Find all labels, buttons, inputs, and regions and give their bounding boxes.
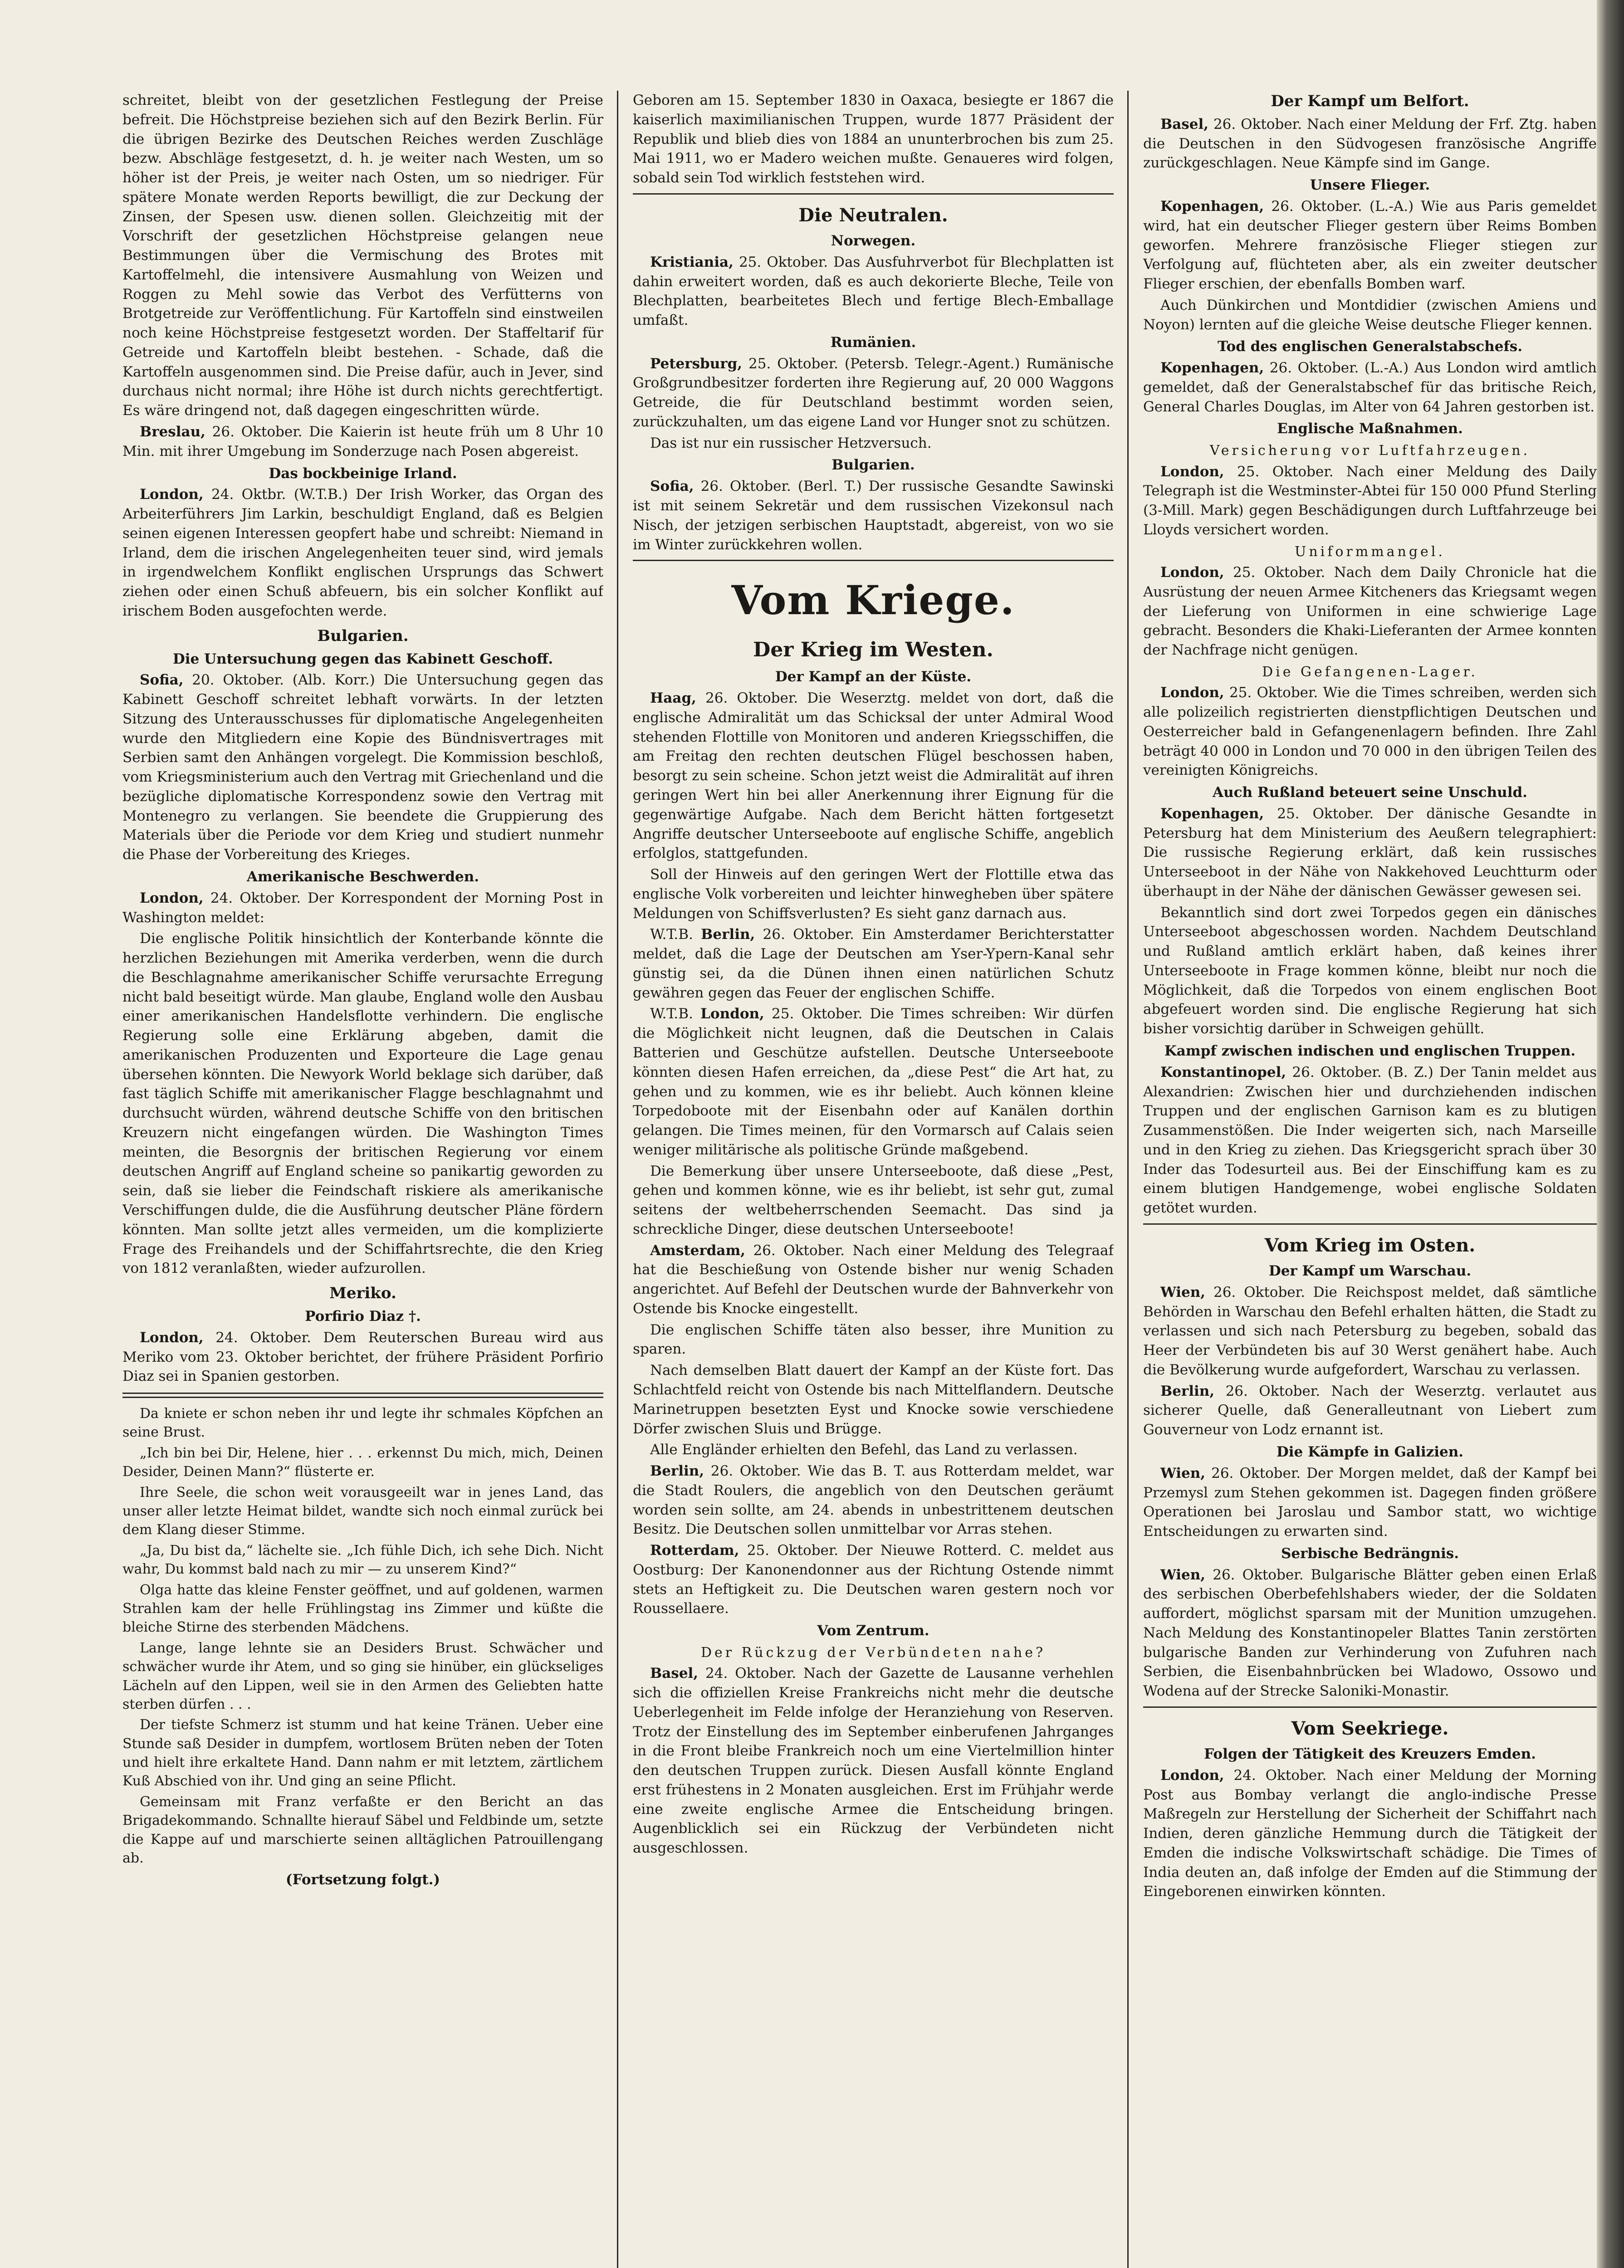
article-heading: Folgen der Tätigkeit des Kreuzers Emden.	[1204, 1746, 1536, 1763]
dateline-place: London,	[1160, 463, 1224, 480]
article-paragraph	[633, 1461, 1114, 1539]
article-paragraph	[122, 422, 603, 461]
story-paragraph: Lange, lange lehnte sie an Desiders Brust. Schwächer und schwächer wurde ihr Atem, und so ging sie hinüber, ein glückseliges Lächeln auf den Lippen, weil sie in den Armen des Geliebten hatte sterben dürfen . . .	[122, 1640, 603, 1712]
article-paragraph: Geboren am 15. September 1830 in Oaxaca, besiegte er 1867 die kaiserlich maximilianischen Truppen, wurde 1877 Präsident der Republik und blieb dies von 1884 an ununterbrochen bis zum 25. Mai 1911, wo er Madero weichen mußte. Genaueres wird folgen, sobald sein Tod wirklich feststehen wird.	[633, 92, 1114, 186]
feuilleton-divider	[122, 1393, 603, 1398]
article-paragraph	[633, 1241, 1114, 1319]
article-heading: Der Kampf um Belfort.	[1271, 92, 1469, 110]
article-heading: Norwegen.	[831, 233, 916, 249]
article-paragraph	[633, 354, 1114, 432]
dateline-text: 25. Oktober. Nach dem Daily Chronicle hat die Ausrüstung der neuen Armee Kitcheners das Kriegsamt wegen der Lieferung von Uniformen in eine schwierige Lage gebracht. Besonders die Khaki-Lieferanten der Armee konnten der Nachfrage nicht genügen.	[1143, 564, 1597, 659]
divider	[1143, 1706, 1597, 1708]
article-heading: Amerikanische Beschwerden.	[246, 869, 479, 885]
article-heading: Kampf zwischen indischen und englischen Truppen.	[1164, 1043, 1576, 1059]
feuilleton-story	[122, 1404, 603, 1890]
article-paragraph	[633, 689, 1114, 863]
dateline-place: Berlin,	[701, 926, 755, 943]
dateline-text: 26. Oktober. Die Reichspost meldet, daß sämtliche Behörden in Warschau den Befehl erhalten hätten, die Stadt zu verlassen und sich nach Petersburg zu begeben, sobald das Heer der Verbündeten bis auf 30 Werst genähert habe. Auch die Bevölkerung wurde aufgefordert, Warschau zu verlassen.	[1143, 1284, 1597, 1378]
article-heading: Die Kämpfe in Galizien.	[1276, 1443, 1464, 1460]
article-paragraph	[1143, 1063, 1597, 1218]
dateline-text: 26. Oktober. (Berl. T.) Der russische Gesandte Sawinski ist mit seinem Sekretär und dem russischen Vizekonsul nach Nisch, der jetzigen serbischen Hauptstadt, abgereist, von wo sie im Winter zurückkehren wollen.	[633, 478, 1114, 553]
article-paragraph	[1143, 462, 1597, 540]
dateline-place: Wien,	[1160, 1284, 1206, 1300]
dateline-text: 26. Oktober. Die Weserztg. meldet von dort, daß die englische Admiralität um das Schicksal der unter Admiral Wood stehenden Flottille von Monitoren und anderen Kriegsschiffen, die am Freitag den rechten deutschen Flügel beschossen haben, besorgt zu sein scheine. Schon jetzt weist die Admiralität auf ihren geringen Wert hin bei aller Anerkennung ihrer Eignung für die gegenwärtige Aufgabe. Nach dem Bericht hätten fortgesetzt Angriffe deutscher Unterseeboote auf englische Schiffe, angeblich erfolglos, stattgefunden.	[633, 690, 1114, 862]
dateline-place: London,	[140, 890, 204, 906]
dateline-text: 26. Oktober. Bulgarische Blätter geben einen Erlaß des serbischen Oberbefehlshabers wieder, der die Soldaten auffordert, möglichst sparsam mit der Munition umzugehen. Nach Meldung des Konstantinopeler Blattes Tanin zerstörten bulgarische Banden zur Verhinderung von Zufuhren nach Serbien, die Eisenbahnbrücken bei Wladowo, Ossowo und Wodena auf der Strecke Saloniki-Monastir.	[1143, 1566, 1597, 1700]
article-paragraph	[1143, 1565, 1597, 1701]
article-heading: Rumänien.	[830, 334, 916, 351]
dateline-text: 26. Oktober. Ein Amsterdamer Berichterstatter meldet, daß die Lage der Deutschen am Yser-Ypern-Kanal sehr günstig sei, da die Dünen ihnen einen natürlichen Schutz gewähren gegen das Feuer der englischen Schiffe.	[633, 926, 1114, 1001]
article-paragraph	[122, 889, 603, 928]
book-binding-edge	[1597, 0, 1624, 2268]
story-paragraph: Da kniete er schon neben ihr und legte ihr schmales Köpfchen an seine Brust.	[122, 1406, 603, 1441]
dateline-text: 25. Oktober. (Petersb. Telegr.-Agent.) Rumänische Großgrundbesitzer forderten ihre Regierung auf, 20 000 Waggons Getreide, die für Deutschland bestimmt worden seien, zurückzuhalten, um das eigene Land vor Hunger snot zu schützen.	[633, 355, 1114, 430]
dateline-text: 20. Oktober. (Alb. Korr.) Die Untersuchung gegen das Kabinett Geschoff schreitet lebhaft vorwärts. In der letzten Sitzung des Unterausschusses für diplomatische Angelegenheiten wurde den Mitgliedern eine Kopie des Bündnisvertrages mit Serbien samt den Anhängen vorgelegt. Die Kommission beschloß, vom Kriegsministerium auch den Vertrag mit Griechenland und die bezügliche diplomatische Korrespondenz sowie den Vertrag mit Montenegro zu verlangen. Sie beendete die Gruppierung des Materials über die Periode vor dem Krieg und studiert nunmehr die Phase der Vorbereitung des Krieges.	[122, 672, 603, 863]
story-paragraph: Olga hatte das kleine Fenster geöffnet, und auf goldenen, warmen Strahlen kam der helle Frühlingstag ins Zimmer und küßte die bleiche Stirne des sterbenden Mädchens.	[122, 1582, 603, 1636]
dateline-text: 24. Oktbr. (W.T.B.) Der Irish Worker, das Organ des Arbeiterführers Jim Larkin, beschuldigt England, daß es Belgien seinen eigenen Interessen geopfert habe und schreibt: Niemand in Irland, dem die irischen Angelegenheiten teuer sind, wird jemals in irgendwelchem Konflikt englischen Ursprungs das Schwert ziehen oder einen Schuß abfeuern, bis ein solcher Konflikt auf irischem Boden ausgefochten werde.	[122, 486, 603, 619]
article-paragraph	[1143, 563, 1597, 660]
article-heading: Vom Zentrum.	[817, 1623, 929, 1639]
article-paragraph: Auch Dünkirchen und Montdidier (zwischen Amiens und Noyon) lernten auf die gleiche Weise deutsche Flieger kennen.	[1143, 297, 1597, 333]
column-rule	[617, 91, 618, 2268]
dateline-text: 26. Oktober. Wie das B. T. aus Rotterdam meldet, war die Stadt Roulers, die angeblich von den Deutschen geräumt worden sein sollte, am 24. abends in unbestrittenem deutschen Besitz. Die Deutschen sollen unmittelbar vor Arras stehen.	[633, 1463, 1114, 1538]
article-paragraph	[1143, 1464, 1597, 1541]
dateline-text: 26. Oktober. Der Morgen meldet, daß der Kampf bei Przemysl zum Stehen gekommen ist. Dagegen finden größere Operationen bei Jaroslau und Sambor statt, wo wichtige Entscheidungen zu erwarten sind.	[1143, 1465, 1597, 1540]
article-paragraph: Soll der Hinweis auf den geringen Wert der Flottille etwa das englische Volk vorbereiten und leichter hinwegheben über spätere Meldungen von Schiffsverlusten? Es sieht ganz darnach aus.	[633, 866, 1114, 922]
dateline-place: Basel,	[650, 1665, 699, 1682]
article-paragraph	[633, 1004, 1114, 1159]
story-paragraph: Ihre Seele, die schon weit vorausgeeilt war in jenes Land, das unser aller letzte Heimat bildet, wandte sich noch einmal zurück bei dem Klang dieser Stimme.	[122, 1484, 603, 1538]
column-left	[122, 91, 603, 2268]
article-heading: Das bockbeinige Irland.	[269, 465, 457, 482]
article-heading: Bulgarien.	[832, 457, 915, 474]
article-heading: Tod des englischen Generalstabschefs.	[1217, 338, 1523, 355]
article-paragraph: Die englische Politik hinsichtlich der Konterbande könnte die herzlichen Beziehungen mit Amerika verderben, wenn die durch die Beschlagnahme amerikanischer Schiffe verursachte Erregung nicht bald beseitigt würde. Man glaube, England wolle den Ausbau einer amerikanischen Handelsflotte verhindern. Die englische Regierung solle eine Erklärung abgeben, damit die amerikanischen Produzenten und Exporteure die Lage genau übersehen könnten. Die Newyork World beklage sich darüber, daß fast täglich Schiffe mit amerikanischer Flagge beschlagnahmt und durchsucht würden, während deutsche Schiffe von den britischen Kreuzern nicht eingefangen würden. Die Washington Times meinten, die Besorgnis der britischen Regierung vor einem deutschen Angriff auf England scheine so panikartig geworden zu sein, daß sie lieber die Feindschaft riskiere als amerikanische Verschiffungen dulde, die die Ausführung deutscher Pläne fördern könnten. Man sollte jetzt alles vermeiden, um die komplizierte Frage des Freihandels und der Schiffahrtsrechte, die den Krieg von 1812 veranlaßten, wieder aufzurollen.	[122, 930, 603, 1277]
dateline-place: Sofia,	[140, 672, 184, 689]
section-heading: Meriko.	[329, 1284, 396, 1303]
article-heading: Die Untersuchung gegen das Kabinett Geschoff.	[172, 650, 553, 667]
dateline-place: London,	[700, 1006, 764, 1022]
dateline-text: 26. Oktober. Nach einer Meldung des Telegraaf hat die Beschießung von Ostende bisher nur wenig Schaden angerichtet. Auf Befehl der Deutschen wurde der Bahnverkehr von Ostende bis Knocke eingestellt.	[633, 1242, 1114, 1317]
dateline-place: Wien,	[1160, 1566, 1206, 1583]
column-rule	[1127, 91, 1129, 2268]
dateline-text: 25. Oktober. Das Ausfuhrverbot für Blechplatten ist dahin erweitert worden, daß es auch dekorierte Bleche, Teile von Blechplatten, bearbeitetes Blech und fertige Blech-Emballage umfaßt.	[633, 254, 1114, 329]
dateline-text: 26. Oktober. (B. Z.) Der Tanin meldet aus Alexandrien: Zwischen hier und durchziehenden indischen Truppen und der englischen Garnison kam es zu blutigen Zusammenstößen. Die Inder weigerten sich, nach Marseille und in den Krieg zu ziehen. Das Kriegsgericht sprach über 30 Inder das Todesurteil aus. Bei der Einschiffung kam es zu einem blutigen Handgemenge, wobei englische Soldaten getötet wurden.	[1143, 1064, 1597, 1217]
dateline-text: 25. Oktober. Wie die Times schreiben, werden sich alle polizeilich registrierten dienstpflichtigen Deutschen und Oesterreicher bald in Gefangenenlagern befinden. Ihre Zahl beträgt 40 000 in London und 70 000 in den übrigen Teilen des vereinigten Königreichs.	[1143, 684, 1597, 779]
article-paragraph	[1143, 115, 1597, 173]
article-heading: Porfirio Diaz †.	[305, 1308, 421, 1325]
dateline-place: Haag,	[650, 690, 696, 707]
agency-tag: W.T.B.	[650, 926, 693, 943]
section-heading: Vom Seekriege.	[1291, 1717, 1449, 1739]
story-paragraph: Gemeinsam mit Franz verfaßte er den Bericht an das Brigadekommando. Schnallte hierauf Säbel und Feldbinde um, setzte die Kappe auf und marschierte seinen alltäglichen Patrouillengang ab.	[122, 1794, 603, 1867]
dateline-place: Petersburg,	[650, 355, 743, 372]
article-paragraph	[633, 477, 1114, 554]
divider	[633, 193, 1114, 195]
dateline-text: 24. Oktober. Dem Reuterschen Bureau wird aus Meriko vom 23. Oktober berichtet, der frühere Präsident Porfirio Diaz sei in Spanien gestorben.	[122, 1329, 603, 1385]
agency-tag: W.T.B.	[650, 1006, 693, 1022]
dateline-text: 24. Oktober. Nach der Gazette de Lausanne verhehlen sich die offiziellen Kreise Frankreichs nicht mehr die deutsche Ueberlegenheit im Felde infolge der Heranziehung von Reserven. Trotz der Einstellung des im September einberufenen Jahrganges in die Front bleibe Frankreich noch um eine Viertelmillion hinter den deutschen Truppen zurück. Diesen Ausfall könnte England erst frühestens in 2 Monaten ausgleichen. Erst im Frühjahr werde eine zweite englische Armee die Entscheidung bringen. Augenblicklich sei ein Rückzug der Verbündeten nicht ausgeschlossen.	[633, 1665, 1114, 1857]
dateline-place: Kopenhagen,	[1160, 198, 1264, 215]
article-subheading: Uniformmangel.	[1295, 543, 1445, 560]
dateline-place: Rotterdam,	[650, 1542, 739, 1559]
article-heading: Der Kampf um Warschau.	[1268, 1263, 1472, 1280]
dateline-text: 26. Oktober. Nach einer Meldung der Frf. Ztg. haben die Deutschen in den Südvogesen französische Angriffe zurückgeschlagen. Neue Kämpfe sind im Gange.	[1143, 116, 1597, 171]
article-paragraph	[1143, 683, 1597, 780]
dateline-text: 25. Oktober. Der dänische Gesandte in Petersburg hat dem Ministerium des Aeußern telegraphiert: Die russische Regierung erklärt, daß kein russisches Unterseeboot in der Nähe von Nakkehoved Leuchtturm oder überhaupt in der Nähe der dänischen Gewässer gewesen sei.	[1143, 805, 1597, 899]
divider	[1143, 1223, 1597, 1225]
article-paragraph: Alle Engländer erhielten den Befehl, das Land zu verlassen.	[650, 1442, 1078, 1458]
divider	[633, 560, 1114, 561]
section-heading: Die Neutralen.	[798, 204, 948, 226]
dateline-text: 25. Oktober. Die Times schreiben: Wir dürfen die Möglichkeit nicht leugnen, daß die Deutschen in Calais Batterien und Geschütze aufstellen. Deutsche Unterseeboote könnten diesen Hafen erreichen, da „diese Pest“ die Art hat, zu gehen und zu kommen, wie es ihr beliebt. Auch können kleine Torpedoboote mit der Eisenbahn oder auf Kanälen dorthin gelangen. Die Times meinen, für den Vormarsch auf Calais seien weniger militärische als politische Gründe maßgebend.	[633, 1006, 1114, 1158]
article-subheading: Versicherung vor Luftfahrzeugen.	[1209, 443, 1531, 459]
article-paragraph	[1143, 1766, 1597, 1901]
dateline-place: Kristiania,	[650, 254, 734, 270]
dateline-text: 25. Oktober. Der Nieuwe Rotterd. C. meldet aus Oostburg: Der Kanonendonner aus der Richtung Ostende nimmt stets an Heftigkeit zu. Die Deutschen waren gestern noch vor Roussellaere.	[633, 1542, 1114, 1617]
dateline-place: London,	[140, 1329, 204, 1346]
dateline-text: 26. Oktober. Nach der Weserztg. verlautet aus sicherer Quelle, daß Generalleutnant von Liebert zum Gouverneur von Lodz ernannt ist.	[1143, 1383, 1597, 1438]
column-right	[1143, 91, 1597, 2268]
article-paragraph: Nach demselben Blatt dauert der Kampf an der Küste fort. Das Schlachtfeld reicht von Ostende bis nach Mittelflandern. Deutsche Marinetruppen besetzten Eyst und Knocke sowie verschiedene Dörfer zwischen Sluis und Brügge.	[633, 1362, 1114, 1437]
article-paragraph	[122, 485, 603, 621]
section-heading: Der Krieg im Westen.	[753, 638, 993, 661]
article-heading: Der Kampf an der Küste.	[775, 669, 972, 685]
dateline-place: Berlin,	[650, 1463, 704, 1480]
article-paragraph	[1143, 197, 1597, 294]
section-heading: Vom Krieg im Osten.	[1264, 1234, 1476, 1256]
dateline-place: Breslau,	[140, 424, 205, 440]
article-heading: Unsere Flieger.	[1310, 177, 1430, 194]
article-paragraph	[1143, 358, 1597, 416]
dateline-place: Kopenhagen,	[1160, 805, 1264, 822]
article-subheading: Die Gefangenen-Lager.	[1262, 664, 1478, 680]
dateline-place: Kopenhagen,	[1160, 360, 1264, 376]
dateline-place: London,	[1160, 1767, 1224, 1784]
article-paragraph	[122, 1328, 603, 1386]
article-paragraph: schreitet, bleibt von der gesetzlichen Festlegung der Preise befreit. Die Höchstpreise beziehen sich auf den Bezirk Berlin. Für die übrigen Bezirke des Deutschen Reiches werden Zuschläge bezw. Abschläge festgesetzt, d. h. je weiter nach Westen, um so höher ist der Preis, je weiter nach Osten, um so niedriger. Für spätere Monate werden Reports bewilligt, die zur Deckung der Zinsen, der Spesen usw. dienen sollen. Gleichzeitig mit der Vorschrift der gesetzlichen Höchstpreise gelangen neue Bestimmungen über die Vermischung des Brotes mit Kartoffelmehl, die intensivere Ausmahlung von Weizen und Roggen zu Mehl sowie das Verbot des Verfütterns von Brotgetreide zur Veröffentlichung. Für Kartoffeln sind einstweilen noch keine Höchstpreise festgesetzt worden. Der Staffeltarif für Getreide und Kartoffeln bleibt bestehen. - Schade, daß die Kartoffeln ausgenommen sind. Die Preise dafür, auch in Jever, sind durchaus nicht normal; ihre Höhe ist durch nichts gerechtfertigt. Es wäre dringend not, daß dagegen eingeschritten würde.	[122, 92, 603, 419]
article-paragraph	[1143, 804, 1597, 901]
story-paragraph: Der tiefste Schmerz ist stumm und hat keine Tränen. Ueber eine Stunde saß Desider in dumpfem, wortlosem Brüten neben der Toten und hielt ihre erkaltete Hand. Dann nahm er mit letztem, zärtlichem Kuß Abschied von ihr. Und ging an seine Pflicht.	[122, 1717, 603, 1789]
dateline-place: London,	[140, 486, 204, 503]
story-paragraph: „Ich bin bei Dir, Helene, hier . . . erkennst Du mich, mich, Deinen Desider, Deinen Mann?“ flüsterte er.	[122, 1445, 603, 1480]
article-paragraph: Bekanntlich sind dort zwei Torpedos gegen ein dänisches Unterseeboot abgeschossen worden. Nachdem Deutschland und Rußland amtlich erklärt haben, daß keines ihrer Unterseeboote in Frage kommen könne, bleibt nur noch die Möglichkeit, daß die Torpedos von einem englischen Boot abgefeuert worden sind. Die englische Regierung hat sich bisher vorsichtig darüber in Schweigen gehüllt.	[1143, 904, 1597, 1037]
dateline-place: Konstantinopel,	[1160, 1064, 1286, 1080]
dateline-place: Sofia,	[650, 478, 694, 495]
dateline-place: Basel,	[1160, 116, 1209, 132]
dateline-text: 26. Oktober. (L.-A.) Aus London wird amtlich gemeldet, daß der Generalstabschef für das britische Reich, General Charles Douglas, im Alter von 64 Jahren gestorben ist.	[1143, 360, 1597, 415]
article-heading: Englische Maßnahmen.	[1277, 420, 1463, 437]
dateline-place: London,	[1160, 564, 1224, 581]
article-paragraph	[633, 253, 1114, 330]
continuation-note: (Fortsetzung folgt.)	[285, 1872, 440, 1888]
column-middle	[633, 91, 1114, 2268]
article-paragraph	[633, 1541, 1114, 1618]
dateline-place: Amsterdam,	[650, 1242, 746, 1259]
article-heading: Serbische Bedrängnis.	[1281, 1545, 1459, 1562]
dateline-text: 26. Oktober. (L.-A.) Wie aus Paris gemeldet wird, hat ein deutscher Flieger gestern über Reims Bomben geworfen. Mehrere französische Flieger stiegen zur Verfolgung auf, flüchteten aber, als ein zweiter deutscher Flieger erschien, der ebenfalls Bomben warf.	[1143, 198, 1597, 293]
article-paragraph	[1143, 1382, 1597, 1440]
article-subheading: Der Rückzug der Verbündeten nahe?	[700, 1644, 1046, 1661]
dateline-place: Berlin,	[1160, 1383, 1215, 1399]
article-paragraph	[633, 925, 1114, 1002]
section-heading: Bulgarien.	[317, 626, 409, 645]
page-section-title: Vom Kriege.	[731, 577, 1015, 624]
article-paragraph: Das ist nur ein russischer Hetzversuch.	[650, 435, 932, 451]
dateline-text: 24. Oktober. Nach einer Meldung der Morning Post aus Bombay verlangt die anglo-indische Presse Maßregeln zur Herstellung der Sicherheit der Schiffahrt nach Indien, deren gänzliche Hemmung durch die Tätigkeit der Emden die indische Volkswirtschaft schädige. Die Times of India deuten an, daß infolge der Emden auf die Stimmung der Eingeborenen einwirken könnten.	[1143, 1767, 1597, 1900]
article-heading: Auch Rußland beteuert seine Unschuld.	[1213, 784, 1527, 801]
dateline-place: Wien,	[1160, 1465, 1206, 1481]
article-paragraph	[1143, 1283, 1597, 1380]
article-paragraph: Die Bemerkung über unsere Unterseeboote, daß diese „Pest, gehen und kommen könne, wie es ihr beliebt, ist sehr gut, zumal seitens der weltbeherrschenden Seemacht. Das sind ja schreckliche Dinger, diese deutschen Unterseeboote!	[633, 1163, 1114, 1237]
story-paragraph: „Ja, Du bist da,“ lächelte sie. „Ich fühle Dich, ich sehe Dich. Nicht wahr, Du kommst bald nach zu mir — zu unserem Kind?“	[122, 1542, 603, 1578]
dateline-text: 25. Oktober. Nach einer Meldung des Daily Telegraph ist die Westminster-Abtei für 150 000 Pfund Sterling (3-Mill. Mark) gegen Beschädigungen durch Luftfahrzeuge bei Lloyds versichert worden.	[1143, 463, 1597, 538]
article-paragraph	[633, 1664, 1114, 1858]
dateline-text: 24. Oktober. Der Korrespondent der Morning Post in Washington meldet:	[122, 890, 603, 926]
article-paragraph	[122, 670, 603, 865]
dateline-text: 26. Oktober. Die Kaierin ist heute früh um 8 Uhr 10 Min. mit ihrer Umgebung im Sonderzuge nach Posen abgereist.	[122, 424, 603, 459]
dateline-place: London,	[1160, 684, 1224, 701]
article-paragraph: Die englischen Schiffe täten also besser, ihre Munition zu sparen.	[633, 1321, 1114, 1358]
